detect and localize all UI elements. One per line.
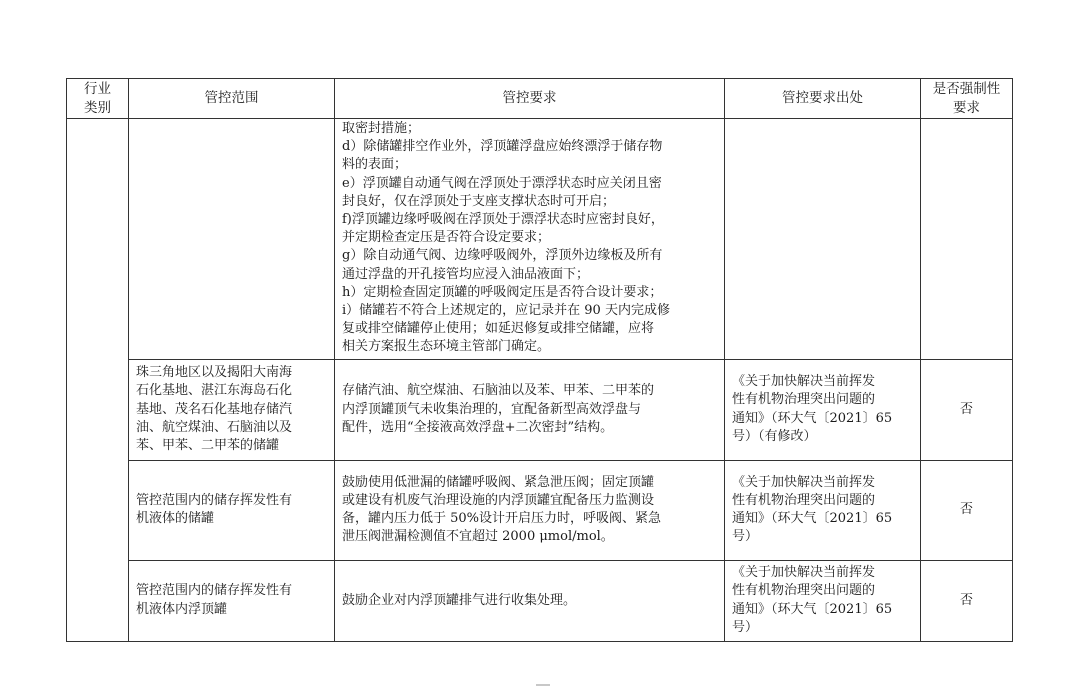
scope-cell: 管控范围内的储存挥发性有 机液体内浮顶罐: [129, 560, 335, 641]
header-industry-category: 行业 类别: [67, 79, 129, 119]
requirement-cell: 取密封措施； d）除储罐排空作业外，浮顶罐浮盘应始终漂浮于储存物 料的表面； e）浮顶罐自动通气阀在浮顶处于漂浮状态时应关闭且密 封良好，仅在浮顶处于支座支撑状态时可开启； f)浮顶罐边缘呼吸阀在浮顶处于漂浮状态时应密封良好， 并定期检查定压是否符合设定要求； g）除自动通气阀、边缘呼吸阀外，浮顶外边缘板及所有 通过浮盘的开孔接管均应浸入油品液面下； h）定期检查固定顶罐的呼吸阀定压是否符合设计要求； i）储罐若不符合上述规定的，应记录并在 90 天内完成修 复或排空储罐停止使用；如延迟修复或排空储罐，应将 相关方案报生态环境主管部门确定。: [335, 119, 725, 360]
industry-cell: [67, 119, 129, 642]
source-cell: 《关于加快解决当前挥发 性有机物治理突出问题的 通知》（环大气〔2021〕65 号）: [725, 460, 921, 560]
header-row: [67, 79, 1013, 119]
regulation-table: [66, 78, 1013, 642]
scope-cell: 管控范围内的储存挥发性有 机液体的储罐: [129, 460, 335, 560]
source-cell: 《关于加快解决当前挥发 性有机物治理突出问题的 通知》（环大气〔2021〕65 号）（有修改）: [725, 359, 921, 460]
mandatory-cell: 否: [921, 359, 1013, 460]
requirement-cell: 鼓励使用低泄漏的储罐呼吸阀、紧急泄压阀；固定顶罐 或建设有机废气治理设施的内浮顶罐宜配备压力监测设 备，罐内压力低于 50%设计开启压力时，呼吸阀、紧急 泄压阀泄漏检测值不宜超过 2000 μmol/mol。: [335, 460, 725, 560]
page-footer-mark: [536, 684, 550, 686]
requirement-cell: 存储汽油、航空煤油、石脑油以及苯、甲苯、二甲苯的 内浮顶罐顶气未收集治理的，宜配备新型高效浮盘与 配件，选用“全接液高效浮盘+二次密封”结构。: [335, 359, 725, 460]
mandatory-cell: 否: [921, 560, 1013, 641]
source-cell: 《关于加快解决当前挥发 性有机物治理突出问题的 通知》（环大气〔2021〕65 号）: [725, 560, 921, 641]
mandatory-cell: [921, 119, 1013, 360]
header-control-requirement: 管控要求: [335, 79, 725, 119]
scope-cell: 珠三角地区以及揭阳大南海 石化基地、湛江东海岛石化 基地、茂名石化基地存储汽 油、航空煤油、石脑油以及 苯、甲苯、二甲苯的储罐: [129, 359, 335, 460]
requirement-cell: 鼓励企业对内浮顶罐排气进行收集处理。: [335, 560, 725, 641]
table-row: [67, 560, 1013, 641]
table-row: [67, 119, 1013, 360]
source-cell: [725, 119, 921, 360]
header-requirement-source: 管控要求出处: [725, 79, 921, 119]
table-row: [67, 460, 1013, 560]
header-control-scope: 管控范围: [129, 79, 335, 119]
mandatory-cell: 否: [921, 460, 1013, 560]
header-mandatory: 是否强制性 要求: [921, 79, 1013, 119]
table-row: [67, 359, 1013, 460]
scope-cell: [129, 119, 335, 360]
